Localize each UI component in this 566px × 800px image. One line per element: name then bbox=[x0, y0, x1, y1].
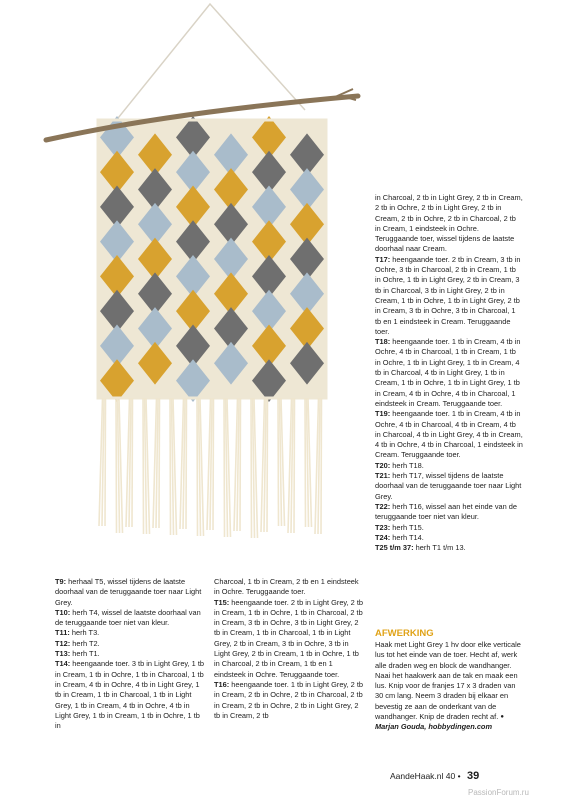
row-label: T9: bbox=[55, 577, 67, 586]
row-label: T13: bbox=[55, 649, 71, 659]
row-label: T16: bbox=[214, 679, 230, 689]
pattern-row bbox=[375, 502, 523, 523]
fringe-strand bbox=[132, 398, 133, 527]
pattern-column-1 bbox=[55, 577, 205, 731]
fringe-strand bbox=[224, 398, 225, 537]
fringe-strand bbox=[213, 398, 214, 530]
pattern-row bbox=[375, 533, 523, 543]
row-instructions: heengaande toer. 1 tb in Cream, 4 tb in Ochre, 4 tb in Charcoal, 1 tb in Cream, 1 tb in Ochre, 1 tb in Light Grey, 1 tb in Cream, 4 tb in Charcoal, 4 tb in Light Grey, 1 tb in Cream, 1 tb in Ochre, 1 tb in Light Grey, 1 tb in Cream, 4 tb in Ochre, 4 tb in Charcoal, 1 eindsteek in Cream. Teruggaande toer. bbox=[375, 337, 521, 408]
pattern-row bbox=[55, 649, 205, 659]
pattern-row bbox=[55, 639, 205, 649]
row-instructions: herh T4, wissel de laatste doorhaal van de teruggaande toer niet van kleur. bbox=[55, 607, 201, 628]
footer-site: AandeHaak.nl 40 bbox=[390, 771, 456, 781]
watermark: PassionForum.ru bbox=[468, 788, 529, 797]
author-signature: Marjan Gouda, hobbydingen.com bbox=[375, 722, 493, 732]
fringe-strand bbox=[105, 398, 106, 526]
pattern-row bbox=[55, 659, 205, 731]
row-label: T25 t/m 37: bbox=[375, 543, 414, 553]
row-label: T19: bbox=[375, 409, 391, 419]
row-label: T24: bbox=[375, 532, 391, 542]
fringe-strand bbox=[267, 398, 268, 532]
pattern-row bbox=[375, 255, 523, 337]
pattern-row bbox=[214, 577, 366, 598]
fringe-strand bbox=[159, 398, 160, 528]
pattern-column-3 bbox=[375, 193, 523, 553]
row-instructions: herh T3. bbox=[69, 628, 100, 638]
finishing-section bbox=[375, 626, 523, 733]
row-label: T22: bbox=[375, 501, 391, 511]
fringe-strand bbox=[240, 398, 241, 531]
fringe-strand bbox=[143, 398, 144, 534]
wall-hanging-photo bbox=[40, 0, 370, 570]
row-label: T21: bbox=[375, 471, 391, 481]
pattern-row bbox=[55, 608, 205, 629]
row-instructions: heengaande toer. 1 tb in Light Grey, 2 tb in Cream, 2 tb in Ochre, 2 tb in Charcoal, 2 tb in Cream, 2 tb in Ochre, 2 tb in Light Grey, 2 tb in Cream, 2 tb bbox=[214, 679, 364, 720]
fringe-strand bbox=[278, 398, 279, 526]
row-instructions: herh T14. bbox=[390, 532, 424, 542]
pattern-row bbox=[375, 193, 523, 255]
row-label: T10: bbox=[55, 607, 71, 617]
fringe-strand bbox=[186, 398, 187, 529]
row-instructions: herh T15. bbox=[390, 522, 424, 532]
pattern-row bbox=[375, 471, 523, 502]
pattern-row bbox=[375, 523, 523, 533]
row-instructions: Charcoal, 1 tb in Cream, 2 tb en 1 eindsteek in Ochre. Teruggaande toer. bbox=[214, 577, 359, 597]
fringe-strand bbox=[321, 398, 322, 534]
row-instructions: herh T18. bbox=[390, 460, 424, 470]
row-instructions: herh T1 t/m 13. bbox=[413, 543, 466, 553]
row-instructions: heengaande toer. 2 tb in Light Grey, 2 tb in Cream, 1 tb in Ochre, 1 tb in Charcoal, 2 tb in Cream, 3 tb in Ochre, 3 tb in Light Grey, 2 tb in Cream, 1 tb in Charcoal, 1 tb in Light Grey, 2 tb in Cream, 3 tb in Ochre, 3 tb in Light Grey, 2 tb in Cream, 1 tb in Ochre, 1 tb in Charcoal, 2 tb in Cream, 1 tb en 1 eindsteek in Ochre. Teruggaande toer. bbox=[214, 597, 364, 679]
row-instructions: heengaande toer. 1 tb in Cream, 4 tb in Ochre, 4 tb in Charcoal, 4 tb in Cream, 4 tb in Charcoal, 4 tb in Light Grey, 4 tb in Cream, 4 tb in Ochre, 4 tb in Charcoal, 1 eindsteek in Cream. Teruggaande toer. bbox=[375, 409, 523, 460]
row-instructions: heengaande toer. 2 tb in Cream, 3 tb in Ochre, 3 tb in Charcoal, 2 tb in Cream, 1 tb in Ochre, 1 tb in Light Grey, 2 tb in Cream, 3 tb in Charcoal, 3 tb in Light Grey, 2 tb in Cream, 1 tb in Ochre, 1 tb in Light Grey, 2 tb in Cream, 3 tb in Ochre, 3 tb in Charcoal, 1 tb en 1 eindsteek in Cream. Teruggaande toer. bbox=[375, 254, 521, 336]
fringe-strand bbox=[305, 398, 306, 527]
pattern-row bbox=[214, 598, 366, 680]
pattern-row bbox=[55, 577, 205, 608]
pattern-row bbox=[214, 680, 366, 721]
row-instructions: herh T16, wissel aan het einde van de teruggaande toer niet van kleur. bbox=[375, 501, 518, 522]
fringe-strand bbox=[116, 398, 117, 533]
row-instructions: in Charcoal, 2 tb in Light Grey, 2 tb in Cream, 2 tb in Ochre, 2 tb in Light Grey, 2 tb in Cream, 2 tb in Ochre, 2 tb in Charcoal, 2 tb in Cream, 1 eindsteek in Ochre. Teruggaande toer, wissel tijdens de laatste doorhaal naar Cream. bbox=[375, 193, 523, 254]
finishing-heading: AFWERKING bbox=[375, 628, 434, 639]
row-label: T11: bbox=[55, 628, 70, 638]
pattern-column-2 bbox=[214, 577, 366, 721]
page-footer bbox=[390, 770, 479, 782]
footer-separator: • bbox=[457, 771, 461, 781]
row-label: T14: bbox=[55, 659, 71, 669]
row-instructions: herh T2. bbox=[70, 638, 100, 648]
fringe-strand bbox=[170, 398, 171, 535]
row-label: T12: bbox=[55, 638, 71, 648]
page-number: 39 bbox=[466, 770, 480, 782]
row-instructions: heengaande toer. 3 tb in Light Grey, 1 tb in Cream, 1 tb in Ochre, 1 tb in Charcoal, 1 tb in Cream, 4 tb in Ochre, 4 tb in Light Grey, 1 tb in Cream, 1 tb in Charcoal, 1 tb in Light Grey, 1 tb in Cream, 4 tb in Ochre, 4 tb in Light Grey, 1 tb in Cream, 1 tb in Ochre, 1 tb in bbox=[55, 659, 205, 731]
pattern-row bbox=[375, 337, 523, 409]
row-label: T20: bbox=[375, 460, 391, 470]
row-instructions: herhaal T5, wissel tijdens de laatste doorhaal van de teruggaande toer naar Light Grey. bbox=[55, 577, 202, 607]
row-label: T18: bbox=[375, 337, 391, 347]
hanging-cord bbox=[110, 4, 305, 128]
pattern-row bbox=[55, 628, 205, 638]
row-instructions: herh T17, wissel tijdens de laatste doorhaal van de teruggaande toer naar Light Grey. bbox=[375, 471, 522, 501]
fringe-strand bbox=[197, 398, 198, 536]
row-instructions: herh T1. bbox=[70, 649, 100, 659]
fringe-strand bbox=[294, 398, 295, 533]
end-mark: ● bbox=[500, 714, 504, 721]
pattern-row bbox=[375, 543, 523, 553]
row-label: T23: bbox=[375, 522, 391, 532]
row-label: T15: bbox=[214, 597, 230, 607]
pattern-row bbox=[375, 409, 523, 460]
fringe-strand bbox=[251, 398, 252, 538]
row-label: T17: bbox=[375, 254, 391, 264]
pattern-row bbox=[375, 461, 523, 471]
finishing-text: Haak met Light Grey 1 hv door elke verticale lus tot het einde van de toer. Hecht af, werk alle draden weg en block de wandhanger. Naai het haakwerk aan de tak en maak een lus. Knip voor de franjes 17 x 3 draden van 30 cm lang. Neem 3 draden bij elkaar en bevestig ze aan de onderkant van de wandhanger. Knip de draden recht af. bbox=[375, 640, 521, 722]
